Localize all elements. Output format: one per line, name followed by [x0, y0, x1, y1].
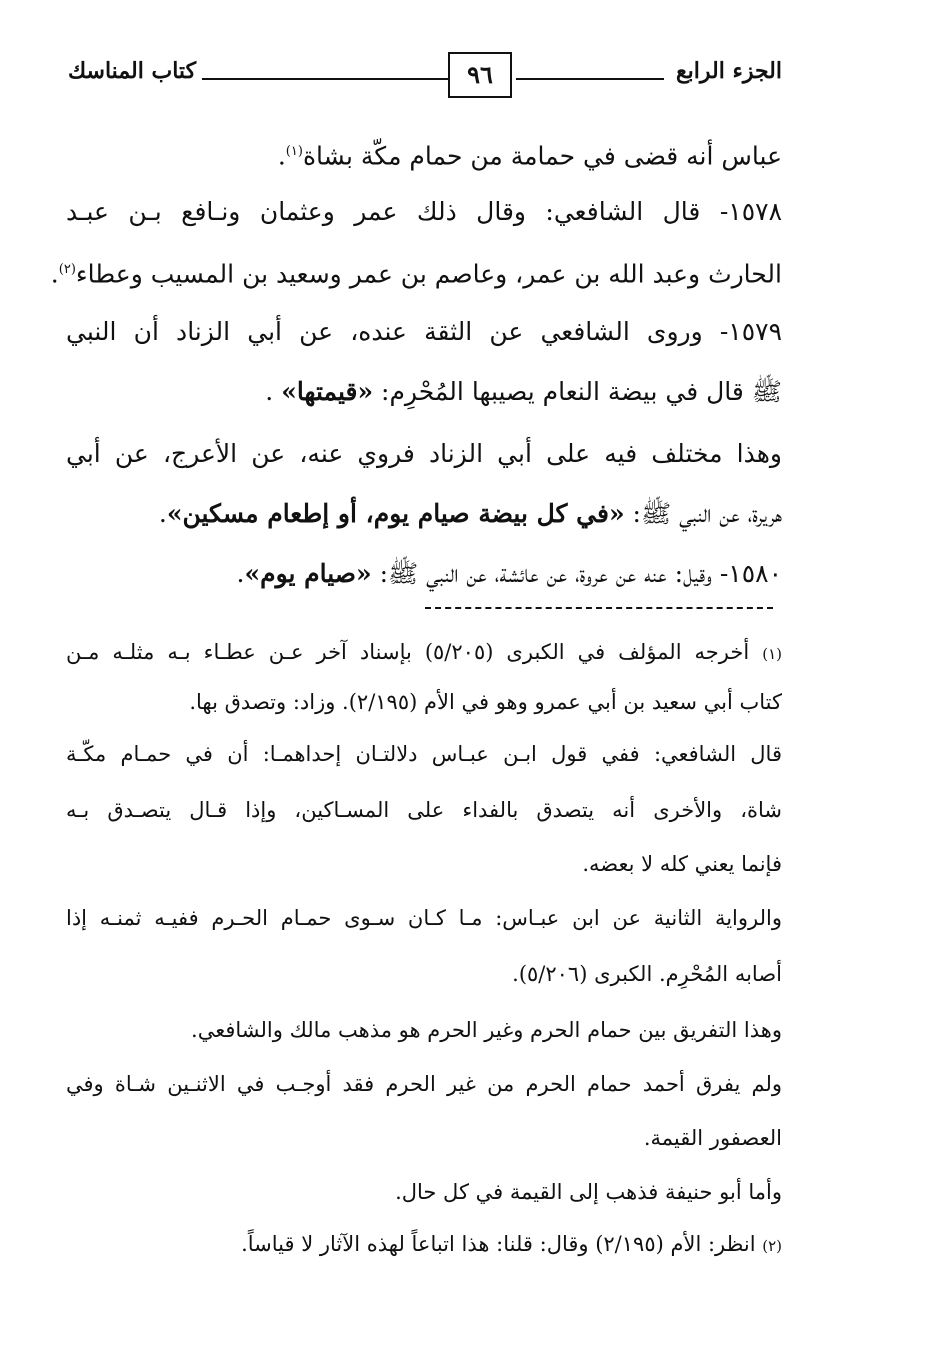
footnote-text: انظر: الأم (٢/١٩٥) وقال: قلنا: هذا اتباعاً لهذه الآثار لا قياساً. — [241, 1232, 763, 1256]
footnote-mark-2: (٢) — [762, 1237, 782, 1255]
book-title: كتاب المناسك — [68, 58, 197, 84]
footnote-text: العصفور القيمة. — [643, 1126, 782, 1150]
footnote-text: وأما أبو حنيفة فذهب إلى القيمة في كل حال. — [395, 1180, 782, 1204]
footnote-text: شاة، والأخرى أنه يتصدق بالفداء على المسـاكين، وإذا قـال يتصـدق بـه — [66, 798, 782, 822]
footnote-text: ولم يفرق أحمد حمام الحرم من غير الحرم فقد أوجـب في الاثنـين شـاة وفي — [66, 1072, 782, 1096]
text-segment: ١٥٧٨- قال الشافعي: وقال ذلك عمر وعثمان ونـافع بـن عبـد — [66, 197, 782, 226]
footnote-1-line-2 — [66, 684, 820, 720]
text-segment: . — [265, 377, 282, 406]
text-segment: . — [236, 559, 245, 588]
text-line-2 — [66, 192, 826, 232]
footnote-text: قال الشافعي: ففي قول ابـن عبـاس دلالتـان إحداهمـا: أن في حمـام مكّـة — [66, 742, 782, 766]
text-segment: عباس أنه قضى في حمامة من حمام مكّة بشاة — [302, 141, 782, 171]
header-rule-left — [202, 78, 448, 80]
header-rule-right — [516, 78, 664, 80]
text-segment: وهذا مختلف فيه على أبي الزناد فروي عنه، عن الأعرج، عن أبي — [66, 439, 782, 468]
text-line-4 — [66, 312, 826, 352]
text-segment: ﷺ قال في بيضة النعام يصيبها المُحْرِم: — [373, 377, 782, 406]
footnote-ref-2: (٢) — [58, 262, 76, 277]
hadith-quote: «في كل بيضة صيام يوم، أو إطعام مسكين» — [166, 499, 625, 528]
footnote-1-line-1 — [66, 634, 782, 670]
footnote-1-line-6 — [66, 900, 782, 936]
hadith-quote: «قيمتها» — [281, 377, 374, 406]
footnote-ref-1: (١) — [285, 144, 303, 159]
footnote-1-line-3 — [66, 736, 782, 772]
text-segment: ١٥٧٩- وروى الشافعي عن الثقة عنده، عن أبي الزناد أن النبي — [66, 317, 782, 346]
footnote-mark-1: (١) — [762, 645, 782, 663]
text-segment: ١٥٨٠- وقيل: عنه عن عروة، عن عائشة، عن النبي ﷺ: — [371, 559, 782, 588]
text-line-7 — [66, 494, 782, 534]
text-segment: . — [277, 141, 286, 171]
text-segment: . — [158, 499, 167, 528]
footnote-1-line-11 — [66, 1174, 820, 1210]
text-segment: هريرة، عن النبي ﷺ: — [624, 499, 782, 528]
footnote-text: فإنما يعني كله لا بعضه. — [582, 852, 782, 876]
text-line-1 — [66, 132, 782, 172]
hadith-quote: «صيام يوم» — [244, 559, 372, 588]
text-line-5 — [66, 372, 782, 412]
footnote-text: والرواية الثانية عن ابن عبـاس: مـا كـان سـوى حمـام الحـرم ففيـه ثمنـه إذا — [66, 906, 782, 930]
footnote-2-line-1 — [66, 1226, 782, 1262]
footnote-1-line-4 — [66, 792, 782, 828]
page-header — [62, 50, 782, 102]
footnote-1-line-7 — [66, 956, 782, 992]
footnote-1-line-5 — [66, 846, 782, 882]
footnote-text: أصابه المُحْرِم. الكبرى (٥/٢٠٦). — [512, 962, 782, 986]
text-segment: الحارث وعبد الله بن عمر، وعاصم بن عمر وسعيد بن المسيب وعطاء — [75, 259, 782, 289]
footnote-1-line-9 — [66, 1066, 782, 1102]
text-segment: . — [50, 259, 59, 289]
footnote-text: كتاب أبي سعيد بن أبي عمرو وهو في الأم (٢/١٩٥). وزاد: وتصدق بها. — [189, 690, 782, 714]
text-line-3 — [50, 250, 782, 290]
footnote-separator — [425, 607, 773, 609]
page-number: ٩٦ — [448, 52, 512, 98]
footnote-1-line-8 — [66, 1012, 782, 1048]
footnote-text: أخرجه المؤلف في الكبرى (٥/٢٠٥) بإسناد آخر عـن عطـاء بـه مثلـه مـن — [66, 640, 763, 664]
footnote-1-line-10 — [66, 1120, 782, 1156]
text-line-6 — [66, 434, 826, 474]
volume-title: الجزء الرابع — [675, 58, 782, 84]
footnote-text: وهذا التفريق بين حمام الحرم وغير الحرم هو مذهب مالك والشافعي. — [191, 1018, 782, 1042]
text-line-8 — [66, 554, 826, 594]
